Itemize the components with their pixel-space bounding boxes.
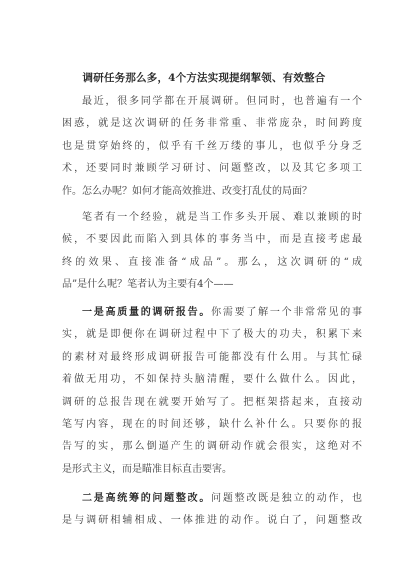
paragraph-line: 困惑，就是这次调研的任务非常重、非常庞杂，时间跨度 [62, 118, 362, 130]
paragraph-line: 作。怎么办呢？如何才能高效推进、改变打乱仗的局面？ [62, 185, 312, 197]
paragraph-line: 实，就是即便你在调研过程中下了极大的功夫，积累下来 [62, 329, 362, 341]
paragraph-3 [62, 302, 362, 481]
paragraph-line [62, 488, 362, 510]
paragraph-line: 的素材对最终形成调研报告可能都没有什么用。与其忙碌 [62, 351, 362, 363]
paragraph-line: 终的效果、直接准备“成品”。那么，这次调研的“成 [62, 256, 362, 268]
section-heading-2: 二是高统筹的问题整改。 [82, 493, 212, 504]
paragraph-text: 问题整改既是独立的动作，也 [211, 493, 362, 504]
paragraph-line: 是形式主义，而是瞄准目标直击要害。 [62, 463, 232, 475]
paragraph-1 [62, 91, 362, 203]
section-heading-1: 一是高质量的调研报告。 [82, 307, 212, 318]
paragraph-2 [62, 207, 362, 297]
paragraph-line: 笔者有一个经验，就是当工作多头开展、难以兼顾的时 [82, 212, 362, 223]
paragraph-line: 着做无用功，不如保持头脑清醒，要什么做什么。因此， [62, 374, 362, 386]
paragraph-line: 品”是什么呢？笔者认为主要有4个—— [62, 279, 234, 291]
paragraph-line [62, 302, 362, 324]
paragraph-line: 笔写内容，现在的时间还够，缺什么补什么。只要你的报 [62, 418, 362, 430]
paragraph-line: 是与调研相辅相成、一体推进的动作。说白了，问题整改 [62, 515, 362, 527]
paragraph-line: 调研的总报告现在就要开始写了。把框架搭起来，直接动 [62, 396, 362, 408]
article-title: 调研任务那么多，4个方法实现提纲挈领、有效整合 [82, 72, 326, 84]
paragraph-line: 告写的实，那么倒逼产生的调研动作就会很实，这绝对不 [62, 441, 362, 453]
paragraph-line: 也是贯穿始终的，似乎有千丝万缕的事儿，也似乎分身乏 [62, 140, 362, 152]
paragraph-4 [62, 488, 362, 533]
paragraph-text: 你需要了解一个非常常见的事 [211, 307, 362, 318]
paragraph-line: 最近，很多同学都在开展调研。但同时，也普遍有一个 [82, 96, 362, 107]
paragraph-line: 候，不要因此而陷入到具体的事务当中，而是直接考虑最 [62, 234, 362, 246]
paragraph-line: 术，还要同时兼顾学习研讨、问题整改，以及其它多项工 [62, 163, 362, 175]
